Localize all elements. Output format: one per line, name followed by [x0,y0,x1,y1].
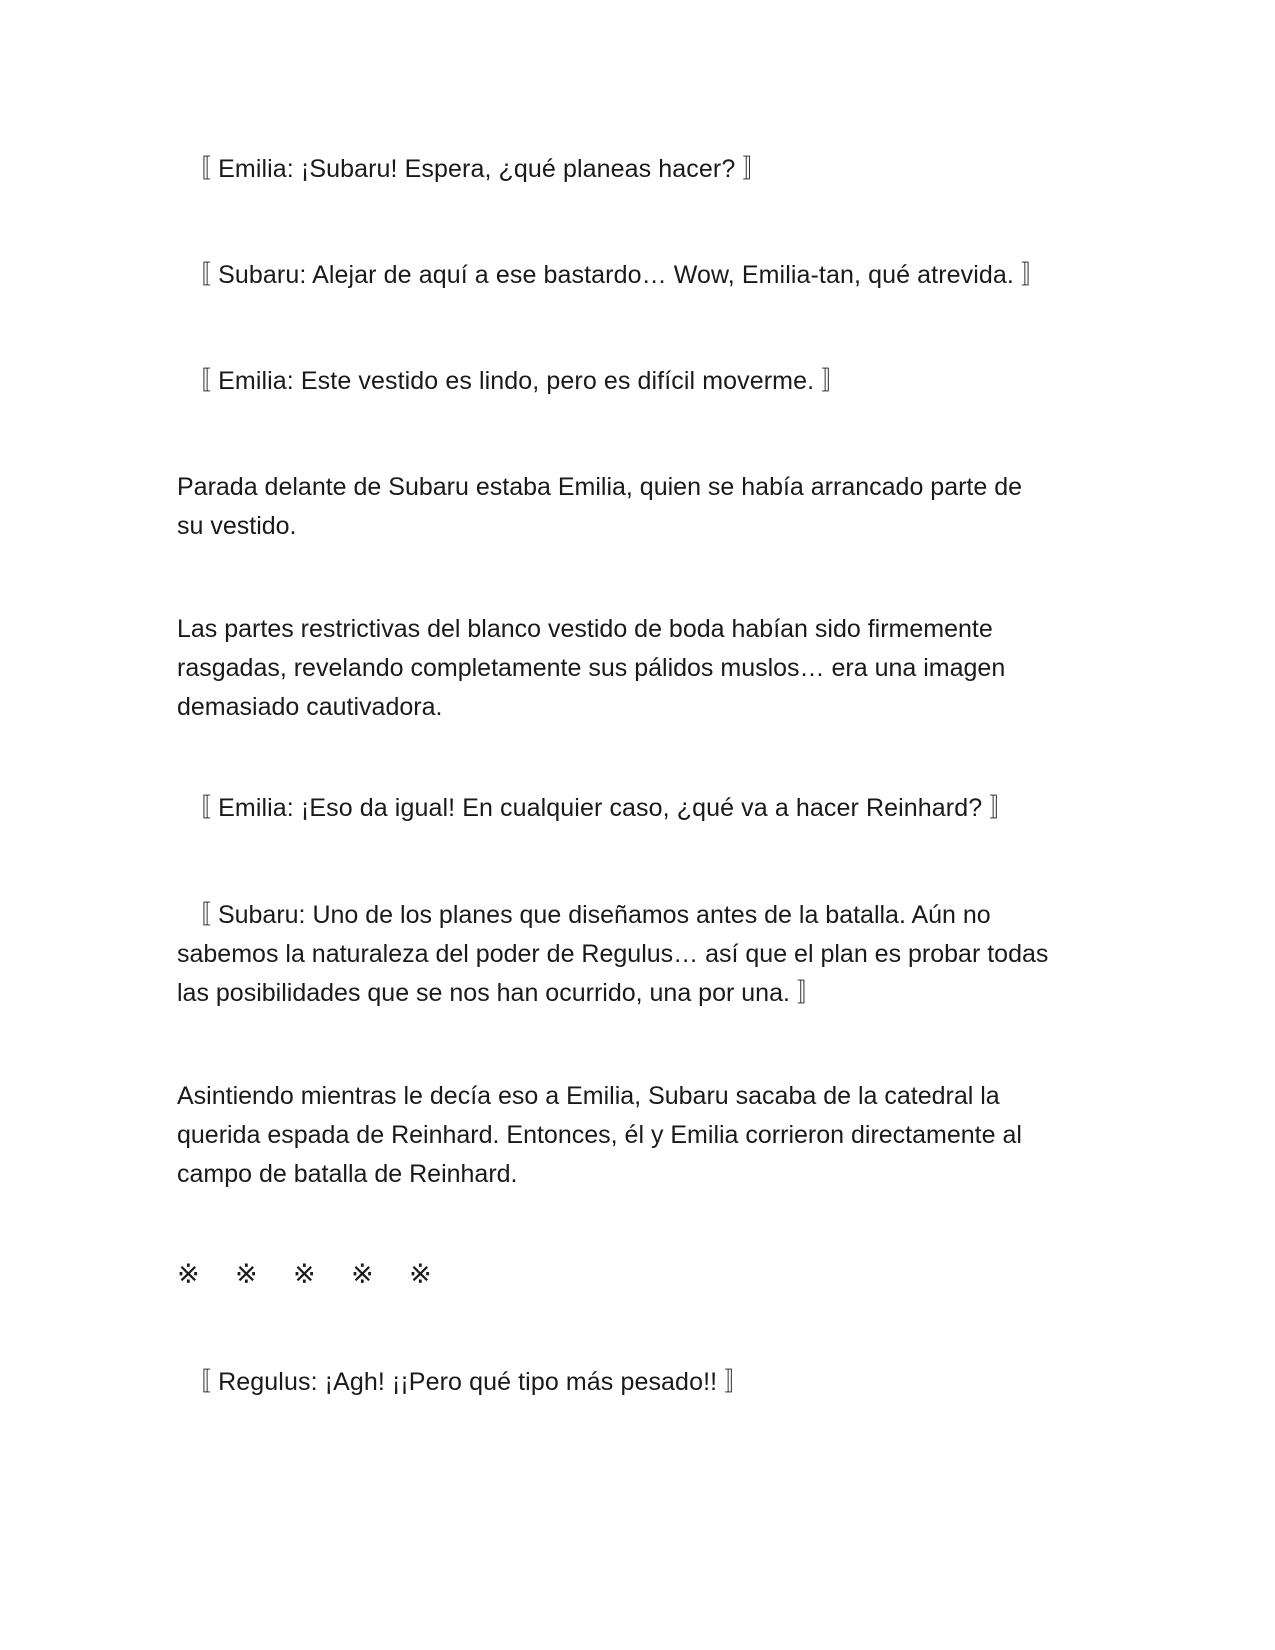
dialogue-subaru-2 [177,896,1107,1013]
separator-mark: ※ [409,1259,432,1289]
scene-separator [177,1255,467,1294]
narration-line: querida espada de Reinhard. Entonces, él y Emilia corrieron directamente al [177,1121,1022,1149]
separator-mark: ※ [293,1259,316,1289]
separator-mark: ※ [177,1259,200,1289]
dialogue-regulus-1: 〚 Regulus: ¡Agh! ¡¡Pero qué tipo más pesado!! 〛 [186,1368,750,1396]
dialogue-emilia-3: 〚 Emilia: ¡Eso da igual! En cualquier caso, ¿qué va a hacer Reinhard? 〛 [186,794,1015,822]
narration-line: rasgadas, revelando completamente sus pálidos muslos… era una imagen [177,654,1006,682]
narration-line: campo de batalla de Reinhard. [177,1160,518,1188]
narration-paragraph-1 [177,468,1107,546]
dialogue-line: sabemos la naturaleza del poder de Regulus… así que el plan es probar todas [177,940,1049,968]
narration-line: Las partes restrictivas del blanco vestido de boda habían sido firmemente [177,615,993,643]
narration-paragraph-3 [177,1077,1107,1194]
dialogue-line: 〚 Subaru: Uno de los planes que diseñamos antes de la batalla. Aún no [186,901,991,929]
dialogue-emilia-1: 〚 Emilia: ¡Subaru! Espera, ¿qué planeas hacer? 〛 [186,155,768,183]
dialogue-line: las posibilidades que se nos han ocurrido, una por una. 〛 [177,979,822,1007]
narration-paragraph-2 [177,610,1107,727]
separator-mark: ※ [351,1259,374,1289]
narration-line: Asintiendo mientras le decía eso a Emilia, Subaru sacaba de la catedral la [177,1082,1000,1110]
separator-mark: ※ [235,1259,258,1289]
narration-line: demasiado cautivadora. [177,693,443,721]
narration-line: Parada delante de Subaru estaba Emilia, quien se había arrancado parte de [177,473,1023,501]
dialogue-emilia-2: 〚 Emilia: Este vestido es lindo, pero es difícil moverme. 〛 [186,367,847,395]
narration-line: su vestido. [177,512,297,540]
dialogue-subaru-1: 〚 Subaru: Alejar de aquí a ese bastardo… Wow, Emilia-tan, qué atrevida. 〛 [186,261,1047,289]
